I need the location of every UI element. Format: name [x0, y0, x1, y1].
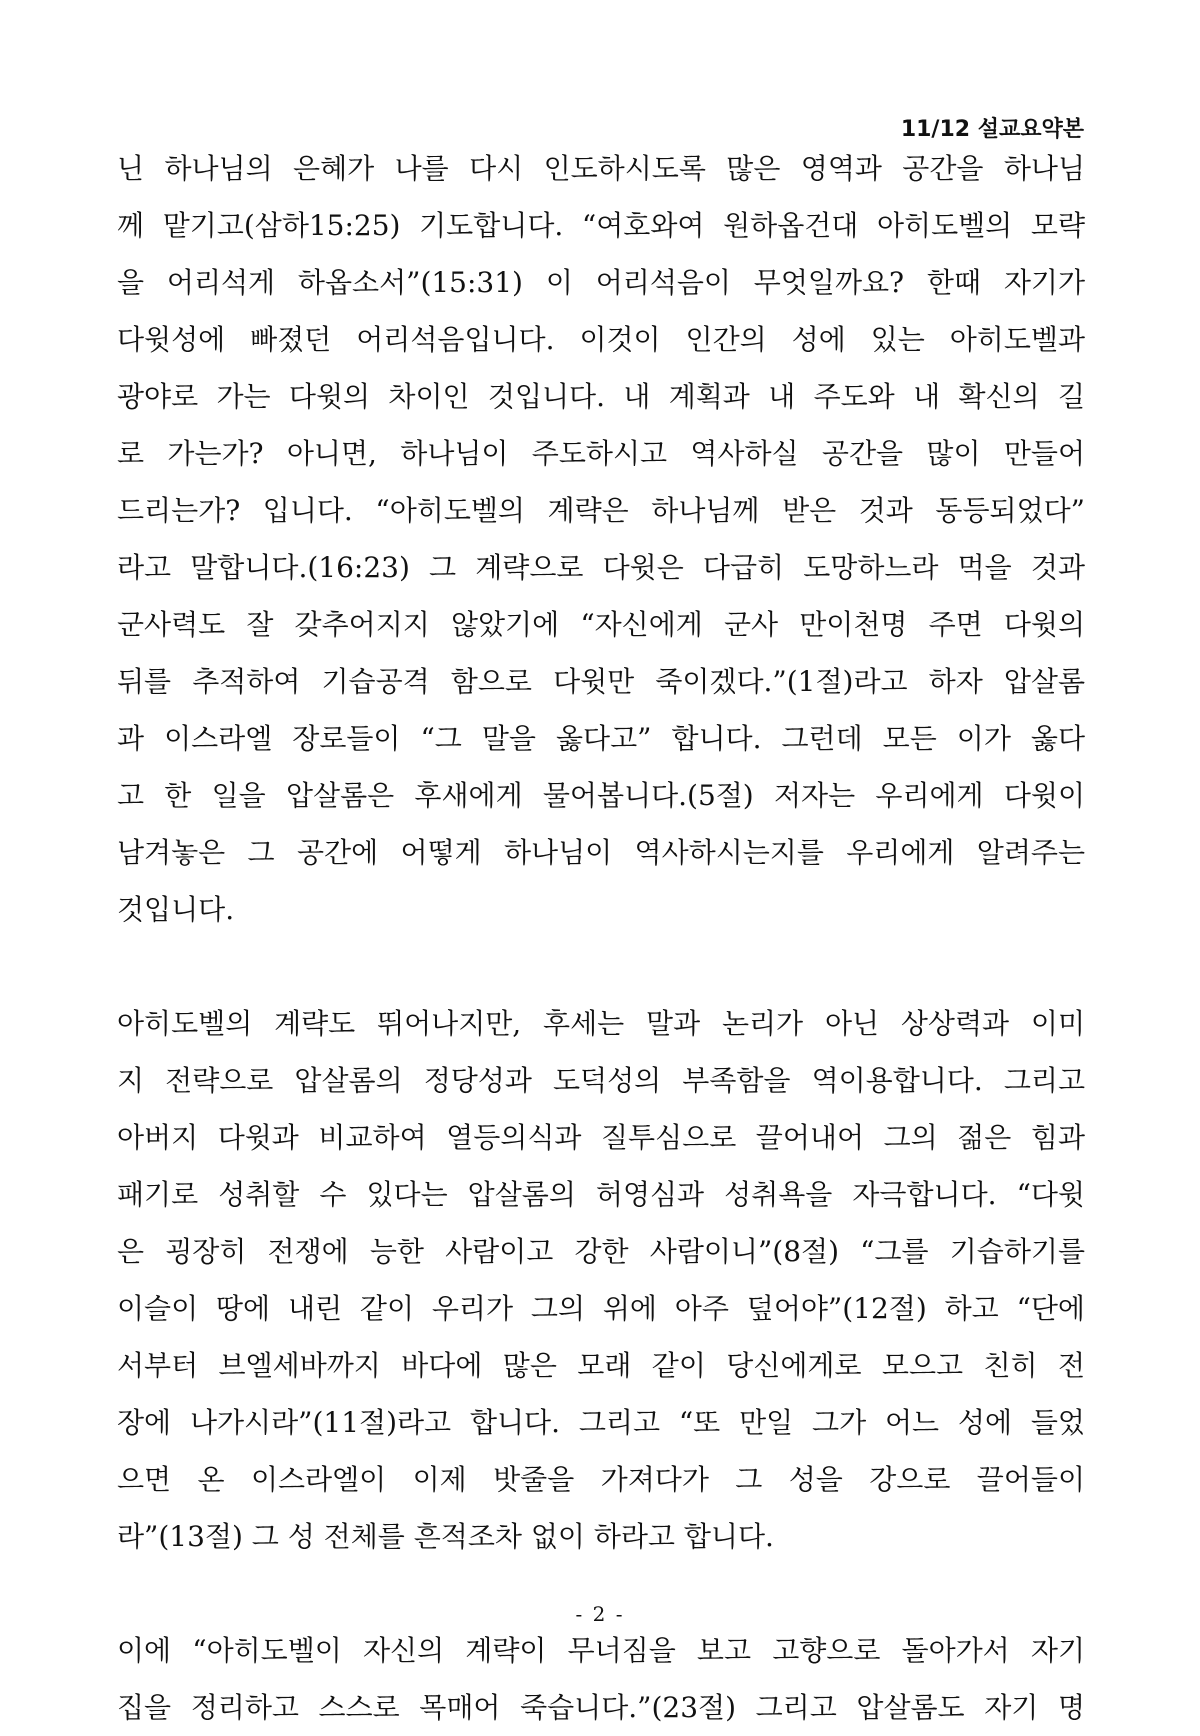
- text-line: 집을 정리하고 스스로 목매어 죽습니다.”(23절) 그리고 압살롬도 자기 명: [117, 1691, 1085, 1724]
- text-line: 아버지 다윗과 비교하여 열등의식과 질투심으로 끌어내어 그의 젊은 힘과: [117, 1121, 1085, 1154]
- text-line: 이에 “아히도벨이 자신의 계략이 무너짐을 보고 고향으로 돌아가서 자기: [117, 1634, 1085, 1667]
- paragraph-3: [117, 1622, 1085, 1736]
- text-line: 으면 온 이스라엘이 이제 밧줄을 가져다가 그 성을 강으로 끌어들이: [117, 1463, 1085, 1496]
- text-line: 과 이스라엘 장로들이 “그 말을 옳다고” 합니다. 그런데 모든 이가 옳다: [117, 722, 1085, 755]
- text-line: 것입니다.: [117, 893, 235, 926]
- text-line: 서부터 브엘세바까지 바다에 많은 모래 같이 당신에게로 모으고 친히 전: [117, 1349, 1085, 1382]
- text-line: 로 가는가? 아니면, 하나님이 주도하시고 역사하실 공간을 많이 만들어: [117, 437, 1085, 470]
- text-line: 군사력도 잘 갖추어지지 않았기에 “자신에게 군사 만이천명 주면 다윗의: [117, 608, 1085, 641]
- paragraph-gap: [117, 938, 1085, 995]
- header-title: 11/12 설교요약본: [900, 117, 1084, 142]
- text-line: 닌 하나님의 은혜가 나를 다시 인도하시도록 많은 영역과 공간을 하나님: [117, 152, 1085, 185]
- body-text: [117, 140, 1085, 1736]
- text-line: 은 굉장히 전쟁에 능한 사람이고 강한 사람이니”(8절) “그를 기습하기를: [117, 1235, 1085, 1268]
- page-number: - 2 -: [575, 1602, 625, 1626]
- text-line: 고 한 일을 압살롬은 후새에게 물어봅니다.(5절) 저자는 우리에게 다윗이: [117, 779, 1085, 812]
- text-line: 남겨놓은 그 공간에 어떻게 하나님이 역사하시는지를 우리에게 알려주는: [117, 836, 1085, 869]
- text-line: 장에 나가시라”(11절)라고 합니다. 그리고 “또 만일 그가 어느 성에 들었: [117, 1406, 1085, 1439]
- text-line: 아히도벨의 계략도 뛰어나지만, 후세는 말과 논리가 아닌 상상력과 이미: [117, 1007, 1085, 1040]
- text-line: 라고 말합니다.(16:23) 그 계략으로 다윗은 다급히 도망하느라 먹을 것과: [117, 551, 1085, 584]
- text-line: 께 맡기고(삼하15:25) 기도합니다. “여호와여 원하옵건대 아히도벨의 모략: [117, 209, 1085, 242]
- text-line: 라”(13절) 그 성 전체를 흔적조차 없이 하라고 합니다.: [117, 1520, 774, 1553]
- text-line: 광야로 가는 다윗의 차이인 것입니다. 내 계획과 내 주도와 내 확신의 길: [117, 380, 1085, 413]
- text-line: 을 어리석게 하옵소서”(15:31) 이 어리석음이 무엇일까요? 한때 자기가: [117, 266, 1085, 299]
- text-line: 뒤를 추적하여 기습공격 함으로 다윗만 죽이겠다.”(1절)라고 하자 압살롬: [117, 665, 1085, 698]
- text-line: 이슬이 땅에 내린 같이 우리가 그의 위에 아주 덮어야”(12절) 하고 “단에: [117, 1292, 1085, 1325]
- text-line: 지 전략으로 압살롬의 정당성과 도덕성의 부족함을 역이용합니다. 그리고: [117, 1064, 1085, 1097]
- text-line: 드리는가? 입니다. “아히도벨의 계략은 하나님께 받은 것과 동등되었다”: [117, 494, 1085, 527]
- text-line: 패기로 성취할 수 있다는 압살롬의 허영심과 성취욕을 자극합니다. “다윗: [117, 1178, 1085, 1211]
- text-line: 다윗성에 빠졌던 어리석음입니다. 이것이 인간의 성에 있는 아히도벨과: [117, 323, 1085, 356]
- paragraph-2: [117, 995, 1085, 1565]
- paragraph-1: [117, 140, 1085, 938]
